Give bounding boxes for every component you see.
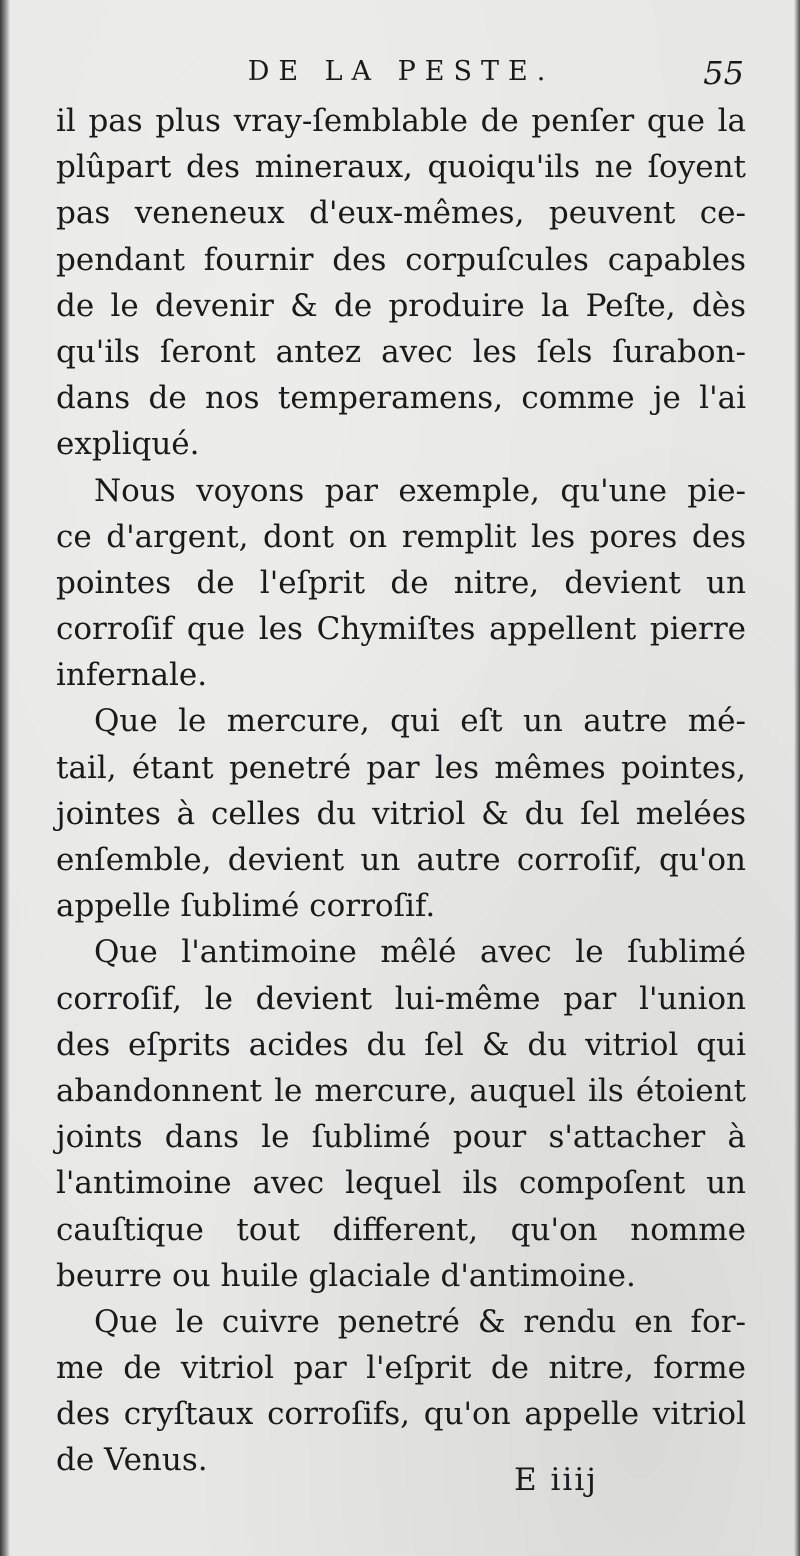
text-line: corroſif, le devient lui-même par l'union (56, 980, 746, 1017)
text-line: il pas plus vray-ſemblable de penſer que la (56, 103, 746, 139)
text-line: corroſif que les Chymiſtes appellent pierre (56, 611, 746, 648)
text-line: pas veneneux d'eux-mêmes, peuvent ce- (56, 195, 746, 232)
text-line: enſemble, devient un autre corroſif, qu'on (56, 842, 746, 878)
page-gutter-shadow (0, 0, 10, 1556)
text-line: l'antimoine avec lequel ils compoſent un (56, 1165, 746, 1202)
running-head: DE LA PESTE. (247, 56, 555, 87)
page-header (56, 52, 746, 98)
text-line: Nous voyons par exemple, qu'une pie- (94, 472, 746, 509)
page-number: 55 (703, 54, 744, 92)
text-line: qu'ils ſeront antez avec les ſels ſurabon- (56, 333, 746, 370)
text-line: abandonnent le mercure, auquel ils étoient (56, 1072, 746, 1109)
text-line: de le devenir & de produire la Peſte, dès (56, 287, 746, 324)
body-text (56, 98, 746, 1484)
text-line: cauſtique tout different, qu'on nomme (56, 1211, 746, 1248)
text-line: ce d'argent, dont on remplit les pores des (56, 518, 746, 555)
text-line: infernale. (56, 657, 208, 694)
text-line: jointes à celles du vitriol & du ſel melées (56, 795, 746, 832)
text-line: des cryſtaux corroſifs, qu'on appelle vitriol (56, 1396, 746, 1433)
text-line: appelle ſublimé corroſif. (56, 888, 436, 925)
signature-row (56, 1462, 746, 1508)
text-line: pendant fournir des corpuſcules capables (56, 241, 746, 278)
text-line: expliqué. (56, 426, 200, 463)
text-line: beurre ou huile glaciale d'antimoine. (56, 1257, 636, 1294)
page-edge-shadow (794, 0, 800, 1556)
text-line: me de vitriol par l'eſprit de nitre, forme (56, 1350, 746, 1387)
text-line: Que l'antimoine mêlé avec le ſublimé (94, 934, 746, 971)
signature-mark: E iiij (514, 1462, 598, 1498)
text-block (56, 52, 746, 1484)
text-line: des eſprits acides du ſel & du vitriol qui (56, 1026, 746, 1063)
text-line: de Venus. (56, 1442, 208, 1479)
text-line: dans de nos temperamens, comme je l'ai (56, 380, 746, 417)
text-line: pointes de l'eſprit de nitre, devient un (56, 564, 746, 601)
text-line: joints dans le ſublimé pour s'attacher à (56, 1119, 746, 1156)
text-line: Que le cuivre penetré & rendu en for- (94, 1303, 746, 1340)
text-line: plûpart des mineraux, quoiqu'ils ne ſoyent (56, 149, 746, 186)
text-line: Que le mercure, qui eſt un autre mé- (94, 703, 746, 740)
text-line: tail, étant penetré par les mêmes pointes, (56, 749, 746, 786)
